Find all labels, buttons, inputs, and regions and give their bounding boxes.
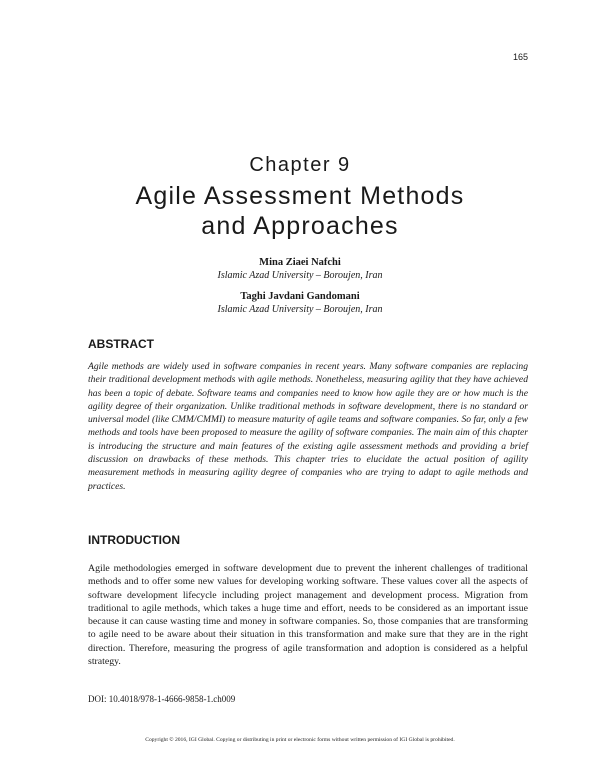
introduction-heading: INTRODUCTION <box>88 533 180 547</box>
title-line-2: and Approaches <box>201 212 399 240</box>
chapter-title <box>0 181 600 241</box>
author-affiliation: Islamic Azad University – Boroujen, Iran <box>217 270 383 281</box>
chapter-label: Chapter 9 <box>249 154 351 176</box>
author-block-1 <box>0 256 600 282</box>
page-number: 165 <box>512 52 528 62</box>
author-affiliation: Islamic Azad University – Boroujen, Iran <box>217 304 383 315</box>
author-block-2 <box>0 290 600 316</box>
copyright-notice: Copyright © 2016, IGI Global. Copying or distributing in print or electronic forms without written permission of IGI Global is prohibited. <box>145 737 455 743</box>
abstract-text: Agile methods are widely used in software companies in recent years. Many software companies are replacing their traditional development methods with agile methods. Nonetheless, measuring agility that they have achieved has been a topic of debate. Software teams and companies need to know how agile they are or how much is the agility degree of their organization. Unlike traditional methods in software development, there is no standard or universal model (like CMM/CMMI) to measure maturity of agile teams and software companies. So far, only a few methods and tools have been proposed to measure the agility of software companies. The main aim of this chapter is introducing the structure and main features of the existing agile assessment methods and providing a brief discussion on drawbacks of these methods. This chapter tries to elucidate the actual position of agility measurement methods in measuring agility degree of companies who are trying to adapt to agile methods and practices. <box>88 361 528 492</box>
introduction-text: Agile methodologies emerged in software development due to prevent the inherent challenges of traditional methods and to offer some new values for developing working software. These values cover all the aspects of software development lifecycle including project management and development process. Migration from traditional to agile methods, which takes a huge time and effort, needs to be considered as an important issue because it can cause wasting time and money in software companies. So, those companies that are transforming to agile need to be aware about their situation in this transformation and make sure that they are in the right direction. Therefore, measuring the progress of agile transformation and adoption is considered as a helpful strategy. <box>88 563 528 668</box>
abstract-heading: ABSTRACT <box>88 337 154 351</box>
doi: DOI: 10.4018/978-1-4666-9858-1.ch009 <box>88 694 236 704</box>
author-name: Mina Ziaei Nafchi <box>259 257 341 268</box>
author-name: Taghi Javdani Gandomani <box>240 291 360 302</box>
title-line-1: Agile Assessment Methods <box>135 182 465 210</box>
